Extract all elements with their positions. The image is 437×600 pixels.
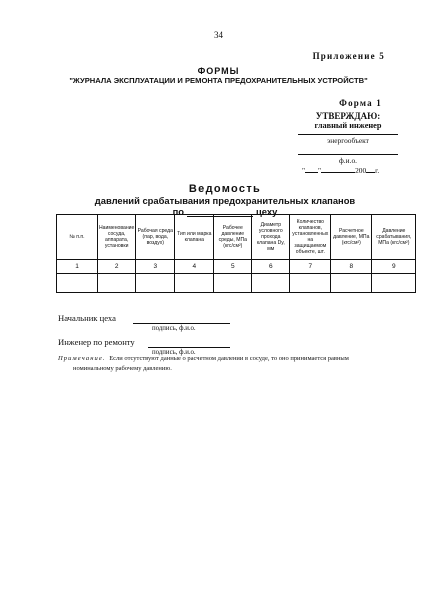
column-number: 6 xyxy=(252,260,290,274)
table-cell xyxy=(214,274,252,293)
month-blank xyxy=(321,165,355,173)
year-prefix: 200 xyxy=(355,166,367,175)
table-cell xyxy=(98,274,136,293)
shop-head-signature-line xyxy=(133,323,230,324)
shop-suffix: цеху xyxy=(255,206,278,217)
header-vessel-name: Наименование сосуда, аппарата, установки xyxy=(98,215,136,260)
page-number: 34 xyxy=(214,30,223,40)
repair-engineer-signature xyxy=(58,337,135,347)
column-number: 5 xyxy=(214,260,252,274)
form-label: Форма 1 xyxy=(339,98,382,108)
table-cell xyxy=(252,274,290,293)
column-number: 3 xyxy=(136,260,175,274)
forms-heading: ФОРМЫ xyxy=(197,66,240,76)
repair-engineer-caption: подпись, ф.и.о. xyxy=(152,349,196,356)
column-number: 4 xyxy=(175,260,214,274)
object-caption: энергообъект xyxy=(327,136,369,145)
table-cell xyxy=(57,274,98,293)
statement-title: Ведомость xyxy=(188,183,262,195)
header-working-pressure: Рабочее давление среды, МПа (кгс/см²) xyxy=(214,215,252,260)
header-set-pressure: Давление срабатывания, МПа (кгс/см²) xyxy=(372,215,416,260)
table-cell xyxy=(331,274,372,293)
date-quote-open: " xyxy=(302,166,306,175)
year-blank xyxy=(366,165,375,173)
date-quote-close: " xyxy=(318,166,322,175)
repair-engineer-signature-line xyxy=(148,347,230,348)
column-number: 9 xyxy=(372,260,416,274)
header-valve-type: Тип или марка клапана xyxy=(175,215,214,260)
statement-subtitle: давлений срабатывания предохранительных клапанов xyxy=(94,195,356,206)
repair-engineer-label: Инженер по ремонту xyxy=(58,337,135,347)
year-suffix: г. xyxy=(375,166,380,175)
journal-title: "ЖУРНАЛА ЭКСПЛУАТАЦИИ И РЕМОНТА ПРЕДОХРАНИТЕЛЬНЫХ УСТРОЙСТВ" xyxy=(69,76,368,85)
table-cell xyxy=(290,274,331,293)
approve-heading: УТВЕРЖДАЮ: xyxy=(315,111,381,121)
column-number: 7 xyxy=(290,260,331,274)
column-number: 8 xyxy=(331,260,372,274)
column-number: 2 xyxy=(98,260,136,274)
chief-engineer-label: главный инженер xyxy=(314,121,382,130)
note-line-2: номинальному рабочему давлению. xyxy=(73,365,172,372)
shop-head-label: Начальник цеха xyxy=(58,313,116,323)
header-diameter: Диаметр условного прохода клапана Dу, мм xyxy=(252,215,290,260)
note-line-1: Если отсутствуют данные о расчетном давлении в сосуде, то оно принимается равным xyxy=(109,355,349,362)
table-cell xyxy=(372,274,416,293)
name-caption: ф.и.о. xyxy=(339,156,357,165)
table-header-row xyxy=(57,215,416,260)
table-column-numbers-row xyxy=(57,260,416,274)
column-number: 1 xyxy=(57,260,98,274)
header-valve-count: Количество клапанов, установленных на защищаемом объекте, шт. xyxy=(290,215,331,260)
name-line xyxy=(298,154,398,155)
table-cell xyxy=(136,274,175,293)
table-row xyxy=(57,274,416,293)
note-label: Примечание. xyxy=(58,355,106,362)
shop-head-caption: подпись, ф.и.о. xyxy=(152,325,196,332)
shop-prefix: по xyxy=(172,206,184,217)
note-block xyxy=(58,354,388,374)
date-line xyxy=(302,165,379,175)
header-design-pressure: Расчетное давление, МПа (кгс/см²) xyxy=(331,215,372,260)
header-index: № п.п. xyxy=(57,215,98,260)
header-medium: Рабочая среда (пар, вода, воздух) xyxy=(136,215,175,260)
signature-line xyxy=(298,134,398,135)
valves-table xyxy=(56,214,416,293)
appendix-label: Приложение 5 xyxy=(312,51,385,61)
day-blank xyxy=(305,165,318,173)
table-cell xyxy=(175,274,214,293)
shop-head-signature xyxy=(58,313,116,323)
